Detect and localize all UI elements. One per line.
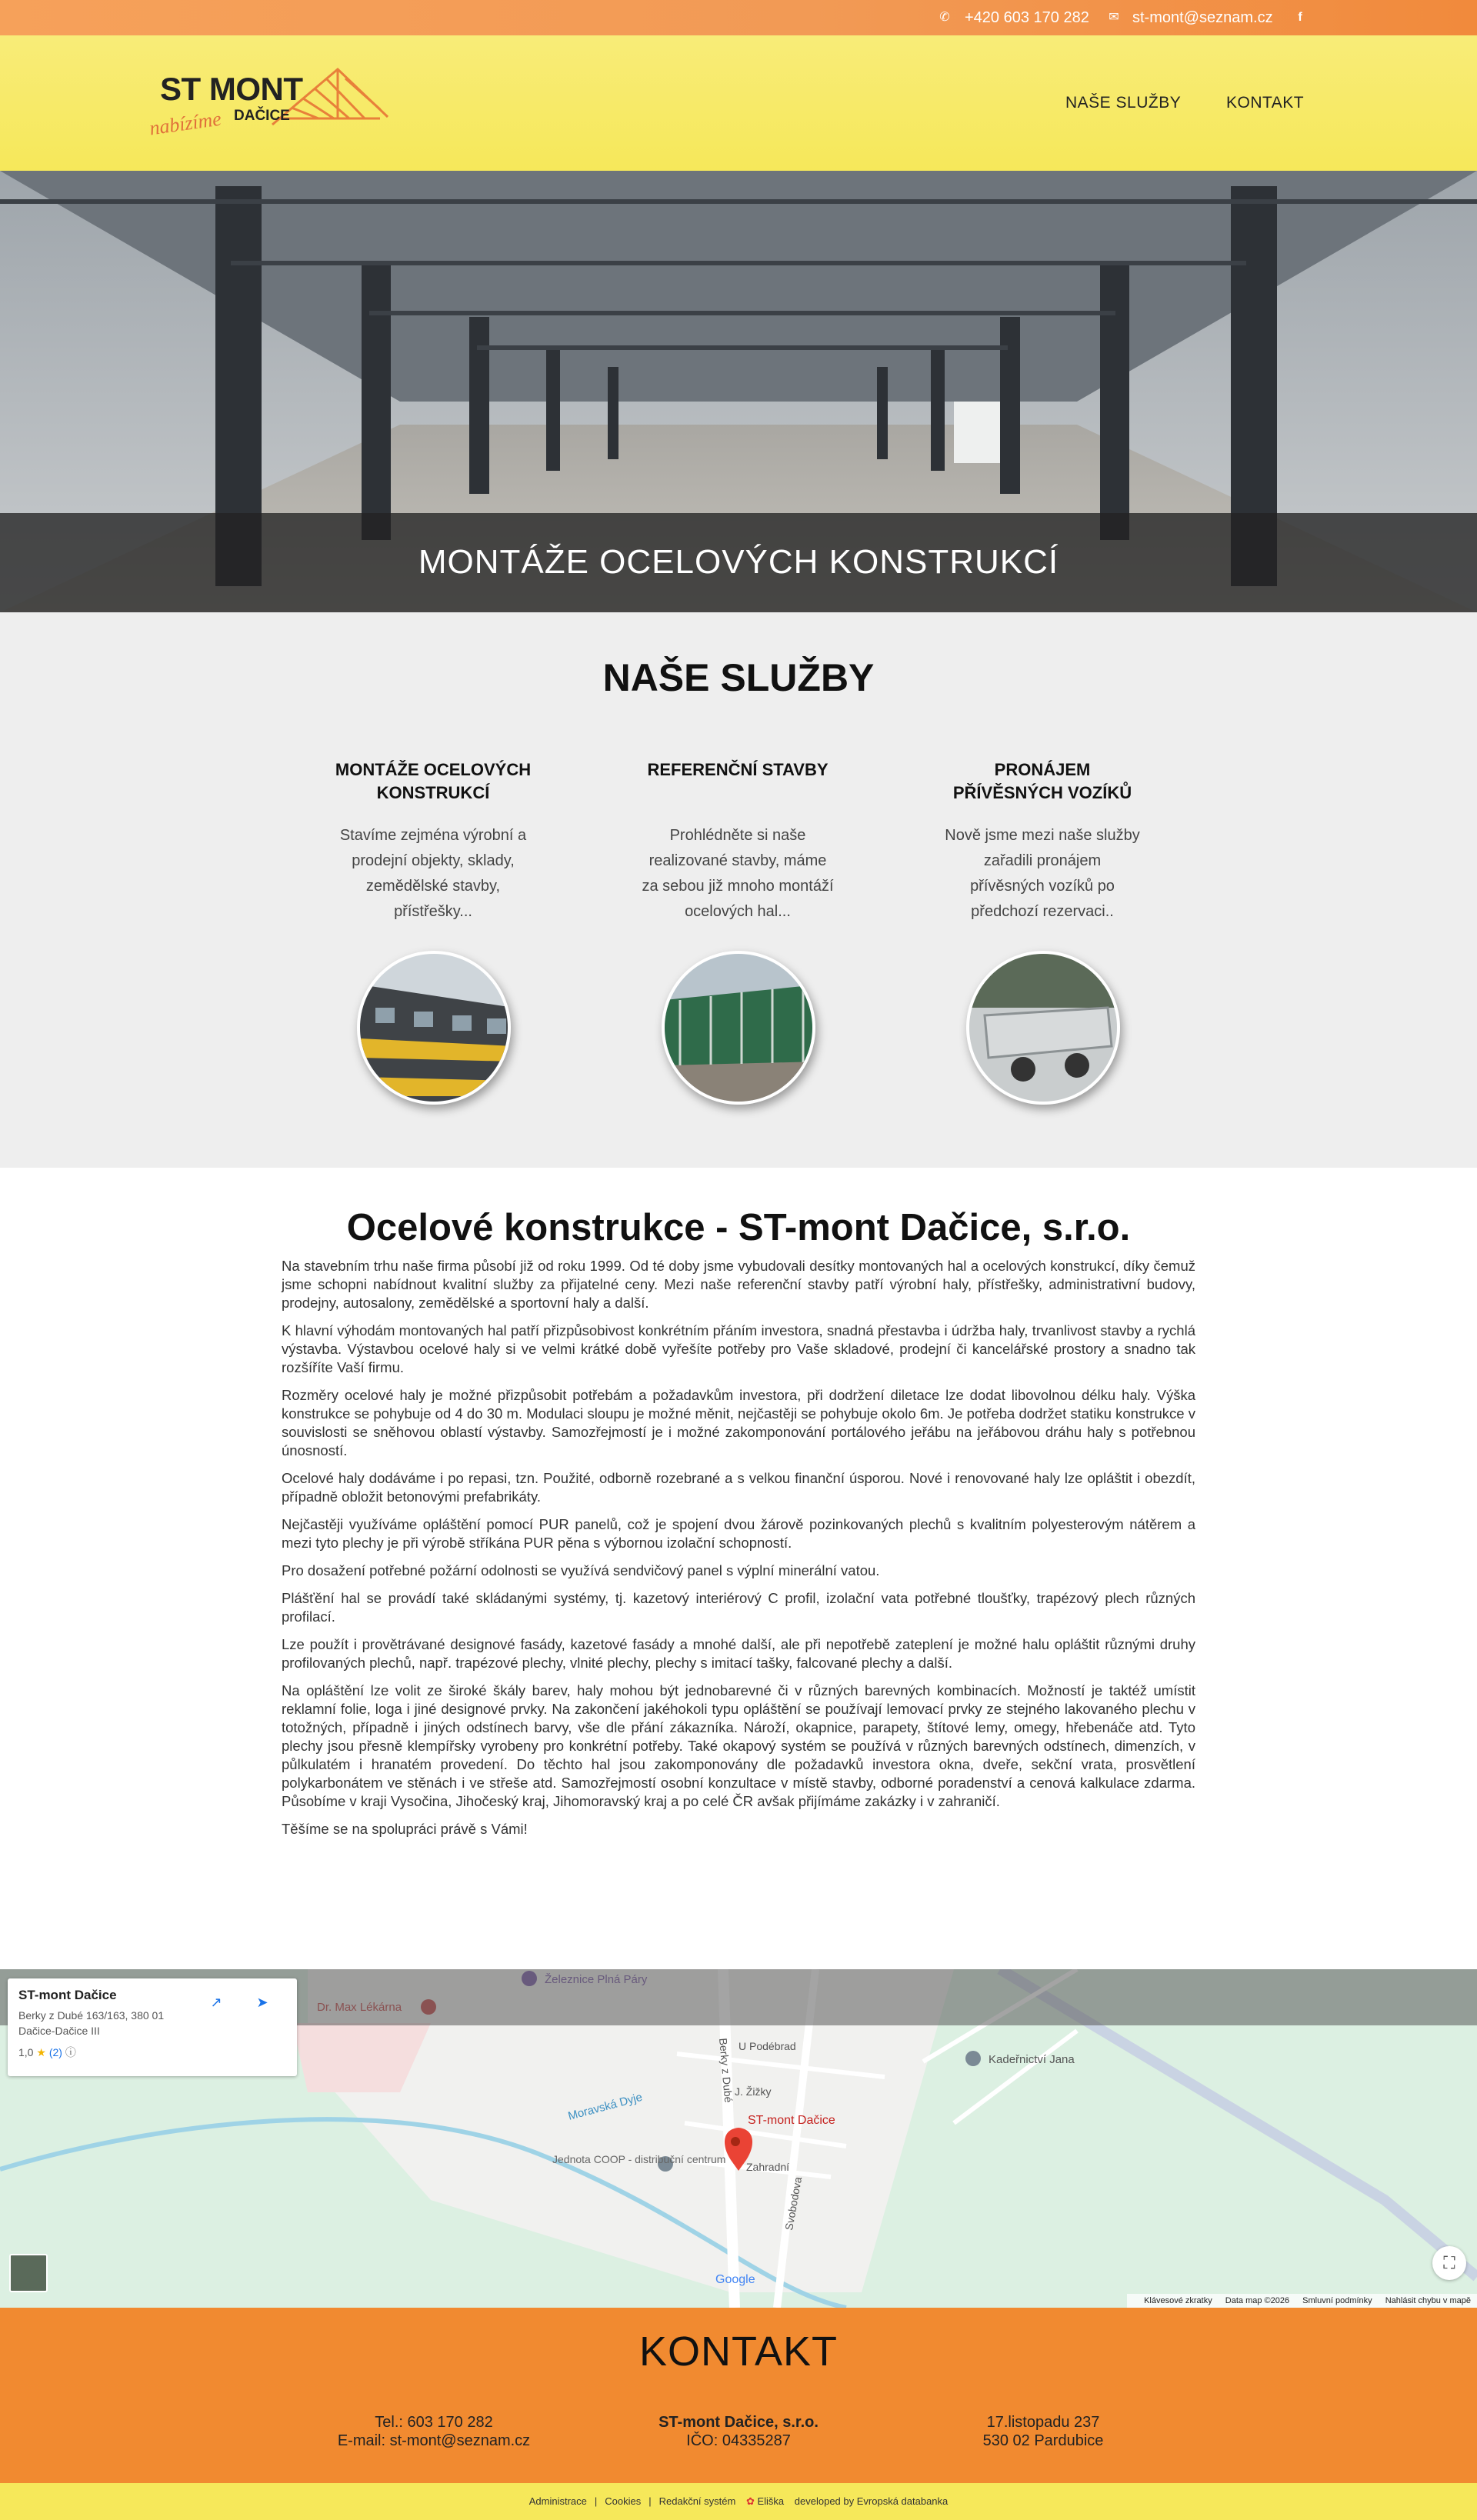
article-paragraph: Ocelové haly dodáváme i po repasi, tzn. Použité, odborně rozebrané a s velkou finanční úsporou. Nové i renovované haly lze opláštit i obezdít, případně obložit betonovými prefabrikáty. — [282, 1470, 1195, 1505]
google-logo: Google — [715, 2273, 755, 2286]
place-rating: 1,0 ★ (2) ⓘ — [18, 2046, 76, 2058]
contact-company: ST-mont Dačice, s.r.o. — [658, 2414, 819, 2431]
nav-contact[interactable]: KONTAKT — [1226, 94, 1305, 112]
keyboard-shortcuts-link[interactable]: Klávesové zkratky — [1144, 2296, 1212, 2305]
service-text: Prohlédněte si naše realizované stavby, máme za sebou již mnoho montáží ocelových hal... — [642, 827, 834, 920]
article-paragraph: Nejčastěji využíváme opláštění pomocí PUR panelů, což je spojení dvou žárově pozinkovaných plechů s kvalitním polyesterovým nátěrem a mezi tyto plechy je při výrobě stříkána PUR pěna s výbornou izolační schopností. — [282, 1516, 1195, 1551]
article-paragraph: K hlavní výhodám montovaných hal patří přizpůsobivost konkrétním přáním investora, snadná přestavba i údržba haly, trvanlivost stavby a rychlá výstavba. Výstavbou ocelové haly si ve velmi krátké době vyřešíte potřeby pro Vaše skladové, prodejní či kancelářské prostory a snadno tak rozšíříte Vaší firmu. — [282, 1322, 1195, 1375]
trailer-photo — [969, 954, 1120, 1105]
eliska-logo-icon: ✿ — [745, 2495, 755, 2507]
article-paragraph: Na stavebním trhu naše firma působí již od roku 1999. Od té doby jsme vybudovali desítky montovaných hal a ocelových konstrukcí, díky čemuž jsme schopni nabídnout kvalitní služby za přijatelné ceny. Mezi naše referenční stavby patří výrobní haly, přístřešky, administrativní budovy, prodejny, autosalony, zemědělské a sportovní haly a další. — [282, 1258, 1195, 1311]
article-paragraph: Lze použít i provětrávané designové fasády, kazetové fasády a mnohé další, ale při nepotřebě zateplení je možné halu opláštit různými druhy profilovaných plechů, např. trapézové plechy, vlnité plechy, plechy s imitací tašky, falcované plechy a další. — [282, 1636, 1195, 1671]
footer-link-admin[interactable]: Administrace — [528, 2495, 587, 2507]
map-place-card — [8, 1978, 297, 2076]
hero-banner — [0, 171, 1477, 612]
logo-brand: ST MONT — [160, 71, 303, 107]
service-text: Nově jsme mezi naše služby zařadili pronájem přívěsných vozíků po předchozí rezervaci.. — [945, 827, 1140, 920]
contact-phone[interactable]: Tel.: 603 170 282 — [375, 2414, 493, 2431]
service-card-trailer-rental[interactable] — [939, 758, 1146, 925]
svg-text:Svobodova: Svobodova — [782, 2175, 805, 2232]
envelope-icon: ✉ — [1109, 11, 1119, 24]
logo-tagline: nabízíme — [148, 107, 223, 140]
svg-text:Kadeřnictví Jana: Kadeřnictví Jana — [989, 2053, 1075, 2066]
service-title: REFERENČNÍ STAVBY — [647, 760, 829, 779]
contact-title: KONTAKT — [638, 2328, 838, 2375]
logo-city: DAČICE — [234, 108, 290, 124]
svg-text:Jednota COOP - distribuční cen: Jednota COOP - distribuční centrum — [552, 2153, 726, 2165]
footer-links: Administrace | Cookies | Redakční systém ✿ Eliška developed by Evropská databanka — [528, 2495, 949, 2507]
star-icon: ★ — [36, 2046, 46, 2058]
svg-text:Moravská Dyje: Moravská Dyje — [566, 2090, 644, 2123]
terms-link[interactable]: Smluvní podmínky — [1302, 2296, 1372, 2305]
svg-text:Zahradní: Zahradní — [746, 2161, 790, 2173]
building-photo — [360, 954, 511, 1105]
contact-street: 17.listopadu 237 — [986, 2414, 1100, 2431]
footer-link-eliska[interactable]: Eliška — [757, 2495, 785, 2507]
directions-icon[interactable]: ➤ — [256, 1995, 268, 2010]
service-image-trailer[interactable] — [966, 951, 1120, 1105]
place-name: ST-mont Dačice — [18, 1988, 117, 2002]
phone-icon: ✆ — [939, 11, 950, 24]
map-data-text: Data map ©2026 — [1225, 2296, 1290, 2305]
fullscreen-icon[interactable]: ⛶ — [1432, 2246, 1466, 2280]
top-bar — [0, 0, 1477, 35]
site-logo[interactable] — [149, 63, 395, 145]
facebook-icon[interactable]: f — [1298, 11, 1302, 24]
svg-text:J. Žižky: J. Žižky — [735, 2085, 772, 2098]
hall-photo — [665, 954, 815, 1105]
place-address: Berky z Dubé 163/163, 380 01 Dačice-Dačice III — [18, 2009, 165, 2037]
svg-text:U Podébrad: U Podébrad — [738, 2040, 796, 2052]
report-error-link[interactable]: Nahlásit chybu v mapě — [1385, 2296, 1471, 2305]
site-header — [0, 35, 1477, 171]
contact-right — [889, 2413, 1197, 2450]
contact-city: 530 02 Pardubice — [982, 2432, 1104, 2449]
service-text: Stavíme zejména výrobní a prodejní objekty, sklady, zemědělské stavby, přístřešky... — [339, 827, 527, 920]
contact-email[interactable]: E-mail: st-mont@seznam.cz — [337, 2432, 531, 2449]
contact-left — [280, 2413, 588, 2450]
reviews-link[interactable]: (2) — [48, 2046, 62, 2058]
article-paragraph: Plášťění hal se provádí také skládanými systémy, tj. kazetový interiérový C profil, izolační vata potřebné tloušťky, trapézový plech různých profilací. — [282, 1590, 1195, 1625]
contact-ico: IČO: 04335287 — [686, 2432, 791, 2449]
site-footer — [0, 2483, 1477, 2520]
map-marker-label: ST-mont Dačice — [748, 2114, 835, 2127]
service-title: MONTÁŽE OCELOVÝCH KONSTRUKCÍ — [335, 760, 532, 802]
service-card-references[interactable] — [634, 758, 842, 925]
nav-our-services[interactable]: NAŠE SLUŽBY — [1065, 94, 1182, 112]
article-paragraph: Těšíme se na spolupráci právě s Vámi! — [282, 1821, 528, 1837]
hero-caption: MONTÁŽE OCELOVÝCH KONSTRUKCÍ — [418, 543, 1059, 581]
article-paragraph: Na opláštění lze volit ze široké škály barev, haly mohou být jednobarevné či v různých barevných kombinacích. Možností je taktéž umístit reklamní folie, loga i jiné designové prvky. Na zakončení jakéhokoli typu opláštění se používají lemovací prvky ze stejného lakovaného plechu v totožných, případně i jiných odstínech barvy, vše dle přání zákazníka. Nároží, okapnice, parapety, štítové lemy, omegy, hřebenáče atd. Tyto plechy jsou přesně klempířsky vyrobeny pro konkrétní potřeby. Také okapový systém se používá v různých barevných odstínech, dimenzích, v půlkulatém i hranatém provedení. Do těchto hal jsou zakomponovány dle požadavků investora okna, dveře, sekční vrata, prosvětlení polykarbonátem ve stěnách i ve střeše atd. Samozřejmostí osobní konzultace v místě stavby, odborné poradenství a cenová kalkulace zdarma. Působíme v kraji Vysočina, Jihočeský kraj, Jihomoravský kraj a po celé ČR avšak přijímáme zakázky i v zahraničí. — [282, 1682, 1195, 1809]
hero-caption-bar — [0, 513, 1477, 612]
service-card-steel-structures[interactable] — [329, 758, 537, 925]
phone-link[interactable]: +420 603 170 282 — [965, 9, 1089, 26]
footer-developed: developed by Evropská databanka — [794, 2495, 949, 2507]
services-section — [0, 612, 1477, 1168]
svg-text:Berky z Dubé: Berky z Dubé — [717, 2037, 735, 2103]
service-image-building[interactable] — [357, 951, 511, 1105]
about-article — [282, 1206, 1195, 1848]
contact-center — [585, 2413, 892, 2450]
article-title: Ocelové konstrukce - ST-mont Dačice, s.r.o. — [346, 1207, 1131, 1248]
footer-link-cms[interactable]: Redakční systém — [658, 2495, 736, 2507]
satellite-toggle[interactable] — [9, 2254, 48, 2292]
service-image-hall[interactable] — [662, 951, 815, 1105]
map-attribution — [1127, 2294, 1477, 2308]
article-paragraph: Pro dosažení potřebné požární odolnosti se využívá sendvičový panel s výplní minerální vatou. — [282, 1562, 880, 1578]
contact-section — [0, 2308, 1477, 2483]
footer-link-cookies[interactable]: Cookies — [605, 2495, 642, 2507]
services-title: NAŠE SLUŽBY — [602, 656, 875, 699]
external-link-icon[interactable]: ↗ — [210, 1995, 222, 2010]
info-icon[interactable]: ⓘ — [65, 2046, 76, 2058]
service-title: PRONÁJEM PŘÍVĚSNÝCH VOZÍKŮ — [952, 760, 1132, 802]
google-map[interactable] — [0, 1969, 1477, 2308]
article-paragraph: Rozměry ocelové haly je možné přizpůsobit potřebám a požadavkům investora, při dodržení diletace lze dodat libovolnou délku haly. Výška konstrukce se pohybuje od 4 do 30 m. Modulaci sloupu je možné měnit, nejčastěji se pohybuje okolo 6m. Je potřeba dodržet statiku konstrukce v souvislosti se sněhovou oblastí výstavby. Samozřejmostí je i možné zakomponování portálového jeřábu na jeřábovou dráhu haly s potřebnou únosností. — [282, 1387, 1195, 1458]
email-link[interactable]: st-mont@seznam.cz — [1132, 9, 1273, 26]
